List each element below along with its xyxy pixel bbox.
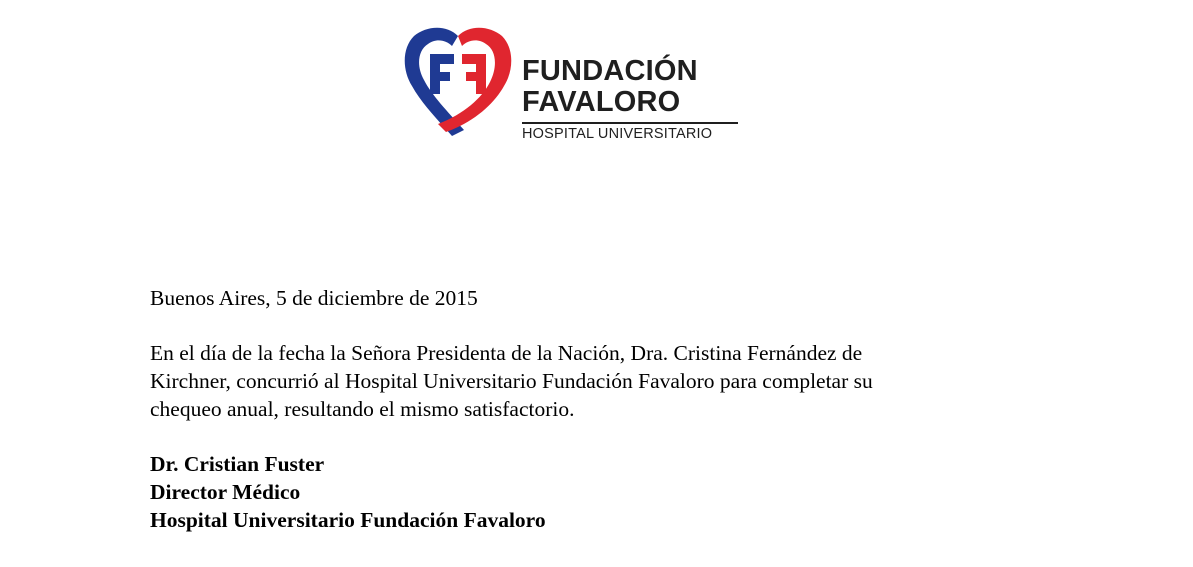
letter-body-line: chequeo anual, resultando el mismo satisfactorio. [150,397,575,421]
signature-block [150,450,1170,534]
letter-body [150,339,1170,423]
logo-line-hospital: HOSPITAL UNIVERSITARIO [522,126,713,142]
letter-body-line: Kirchner, concurrió al Hospital Universitario Fundación Favaloro para completar su [150,369,873,393]
fundacion-favaloro-logo [402,24,747,154]
logo-wordmark [522,56,744,144]
favaloro-heart-cross-icon [402,24,514,140]
logo-line-favaloro: FAVALORO [522,86,681,118]
letter-content [150,284,1170,534]
signature-institution: Hospital Universitario Fundación Favaloro [150,508,546,532]
logo-line-fundacion: FUNDACIÓN [522,55,698,87]
letter-date: Buenos Aires, 5 de diciembre de 2015 [150,286,478,310]
letter-body-line: En el día de la fecha la Señora Presidenta de la Nación, Dra. Cristina Fernández de [150,341,863,365]
signature-name: Dr. Cristian Fuster [150,452,325,476]
signature-role: Director Médico [150,480,301,504]
